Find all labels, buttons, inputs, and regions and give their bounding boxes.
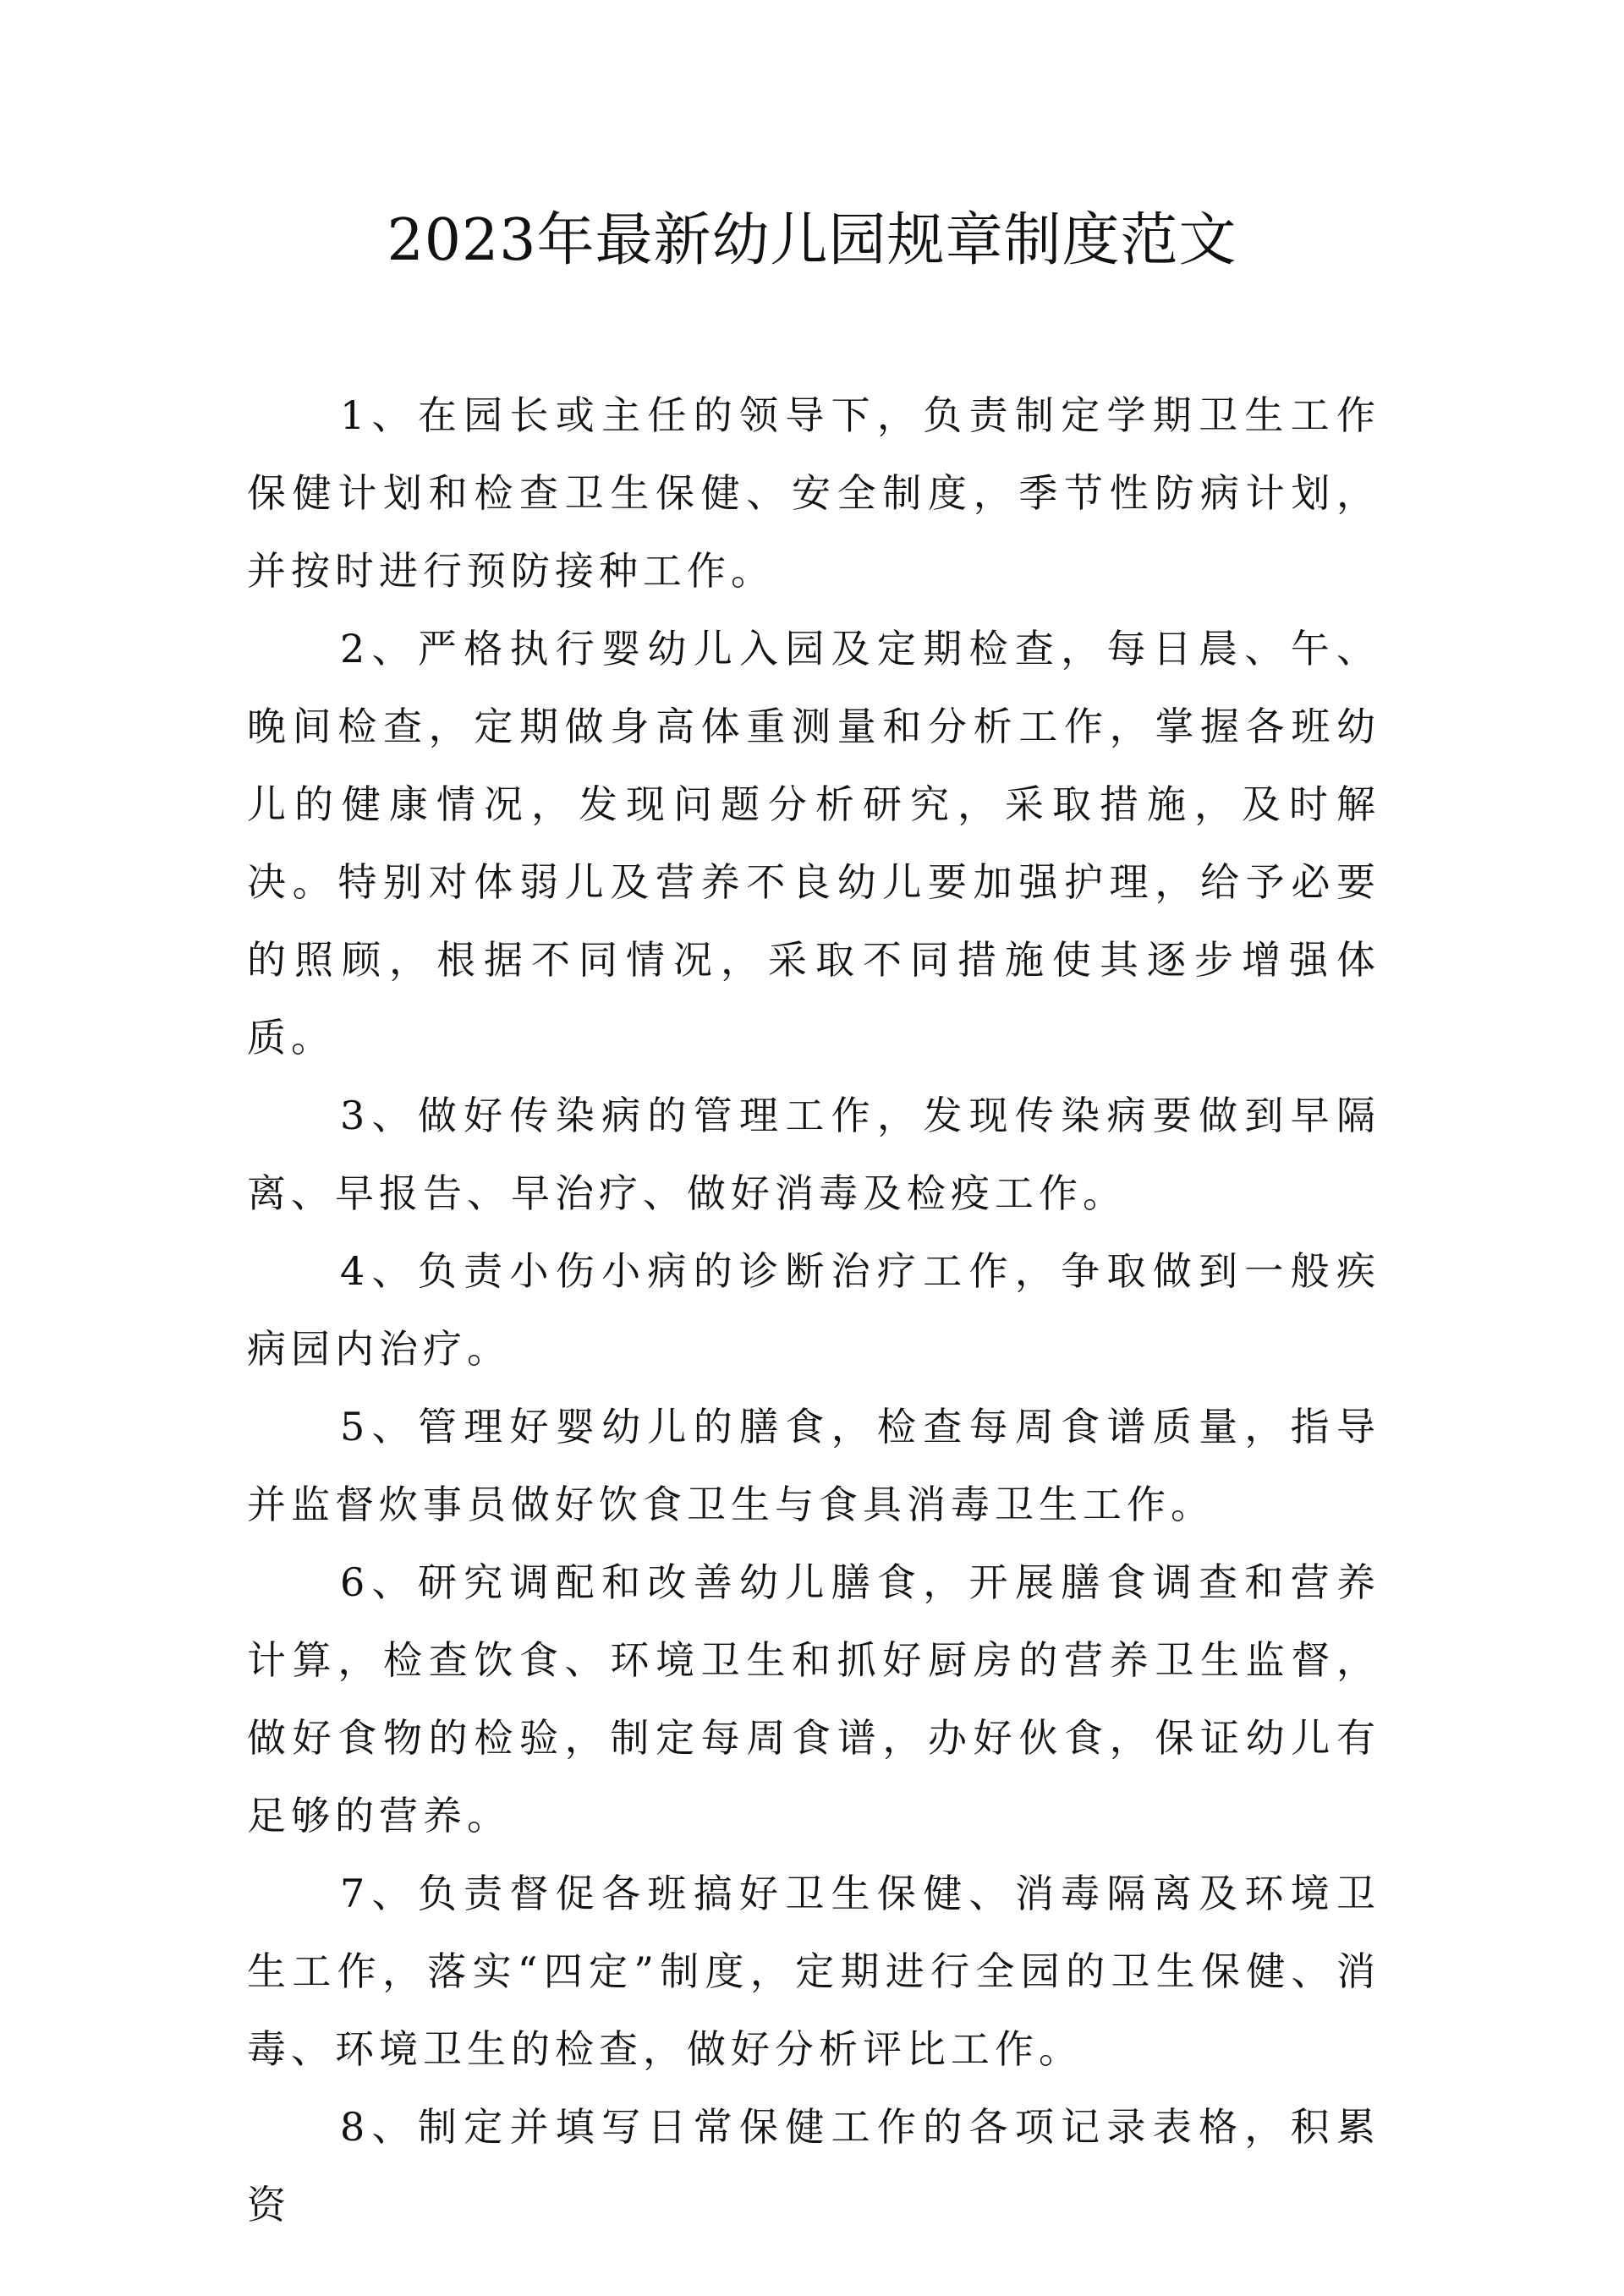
- paragraph-4: 4、负责小伤小病的诊断治疗工作，争取做到一般疾病园内治疗。: [247, 1248, 1380, 1372]
- document-body: [247, 376, 1380, 2244]
- paragraph-7: 7、负责督促各班搞好卫生保健、消毒隔离及环境卫生工作，落实“四定”制度，定期进行全园的卫生保健、消毒、环境卫生的检查，做好分析评比工作。: [247, 1871, 1380, 2072]
- paragraph-6: 6、研究调配和改善幼儿膳食，开展膳食调查和营养计算，检查饮食、环境卫生和抓好厨房的营养卫生监督，做好食物的检验，制定每周食谱，办好伙食，保证幼儿有足够的营养。: [247, 1559, 1380, 1838]
- paragraph-1: 1、在园长或主任的领导下，负责制定学期卫生工作保健计划和检查卫生保健、安全制度，季节性防病计划，并按时进行预防接种工作。: [247, 392, 1380, 594]
- paragraph-3: 3、做好传染病的管理工作，发现传染病要做到早隔离、早报告、早治疗、做好消毒及检疫工作。: [247, 1093, 1380, 1216]
- paragraph-2: 2、严格执行婴幼儿入园及定期检查，每日晨、午、晚间检查，定期做身高体重测量和分析工作，掌握各班幼儿的健康情况，发现问题分析研究，采取措施，及时解决。特别对体弱儿及营养不良幼儿要加强护理，给予必要的照顾，根据不同情况，采取不同措施使其逐步增强体质。: [247, 626, 1380, 1060]
- document-title: 2023年最新幼儿园规章制度范文: [387, 207, 1237, 274]
- paragraph-8: 8、制定并填写日常保健工作的各项记录表格，积累资: [247, 2104, 1380, 2228]
- paragraph-5: 5、管理好婴幼儿的膳食，检查每周食谱质量，指导并监督炊事员做好饮食卫生与食具消毒卫生工作。: [247, 1404, 1380, 1527]
